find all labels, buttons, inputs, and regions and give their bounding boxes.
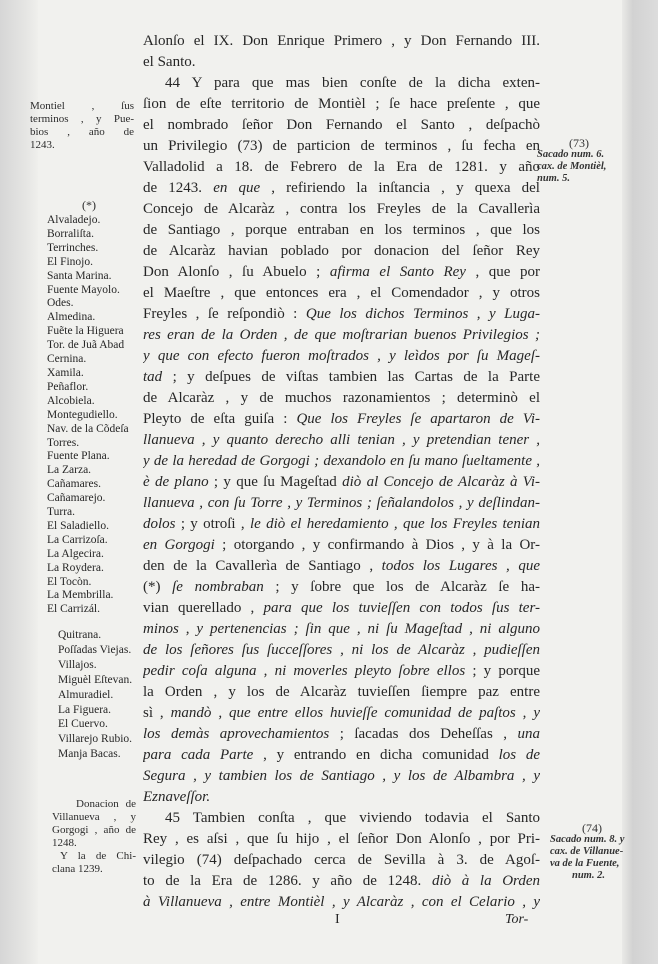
footnote-line: num. 2. (572, 870, 605, 881)
text-line (143, 535, 540, 556)
italic-text-segment: pedir coſa alguna , ni moverles pleyto ſobre ellos (143, 663, 466, 679)
place-name: El Saladiello. (47, 519, 109, 532)
place-name: El Cuervo. (58, 718, 108, 731)
text-line (143, 94, 540, 115)
text-segment: ; y ſobre que los de Alcaràz ſe ha- (263, 579, 540, 595)
place-name: Fuẽte la Higuera (47, 325, 124, 338)
place-name: Terrinches. (47, 241, 99, 254)
place-name: Cañamarejo. (47, 492, 106, 505)
place-name: El Finojo. (47, 255, 94, 268)
text-line (143, 409, 540, 430)
footnote-line: Sacado num. 6. (537, 149, 605, 160)
place-name: La Zarza. (47, 464, 92, 477)
text-line (143, 871, 540, 892)
text-line (143, 661, 540, 682)
text-line (143, 745, 540, 766)
text-line (143, 640, 540, 661)
text-line (143, 556, 540, 577)
note-line: Montiel , ſus (30, 100, 134, 112)
place-name: Nav. de la Cõdeſa (47, 422, 129, 435)
footnote-line: Sacado num. 8. y (550, 834, 625, 845)
text-segment: Freyles , ſe reſpondiò : (143, 306, 306, 322)
italic-text-segment: diò al Concejo de Alcaràz à Vi- (342, 474, 540, 490)
text-segment: (*) (143, 579, 173, 595)
text-line (143, 220, 540, 241)
text-segment: ſion de eſte territorio de Montièl ; ſe hace preſente , que (143, 96, 540, 112)
italic-text-segment: tad (143, 369, 163, 385)
note-line: bios , año de (30, 126, 134, 138)
text-segment: Rey , es aſsi , que ſu hijo , el ſeñor Don Alonſo , por Pri- (143, 831, 540, 847)
place-name: Quitrana. (58, 629, 102, 641)
text-segment: ; y otroſi , (175, 516, 250, 532)
text-line (143, 850, 540, 871)
place-name: Alvaladejo. (47, 214, 101, 226)
place-name: Manja Bacas. (58, 748, 121, 761)
text-line (143, 619, 540, 640)
place-name: Turra. (47, 506, 76, 519)
place-name: Santa Marina. (47, 269, 112, 282)
italic-text-segment: para cada Parte (143, 747, 254, 763)
italic-text-segment: Que los dichos Terminos , y Luga- (305, 306, 540, 322)
note-line: 1248. (52, 837, 77, 849)
place-name: Peñaflor. (47, 380, 89, 393)
place-name: La Membrilla. (47, 589, 114, 602)
text-segment: de 1243. (143, 180, 214, 196)
text-line (143, 766, 540, 787)
text-line (143, 808, 540, 829)
place-name: Tor. de Juã Abad (47, 339, 125, 352)
italic-text-segment: diò à la Orden (431, 873, 540, 889)
text-segment: ; y porque (465, 663, 540, 679)
place-name: Villajos. (58, 658, 97, 671)
text-line (143, 157, 540, 178)
list-mark: (*) (82, 198, 96, 212)
italic-text-segment: los demàs aprovechamientos (143, 726, 330, 742)
italic-text-segment: llanueva , con ſu Torre , y Terminos ; ſeñalandolos , y deſlindan- (143, 495, 540, 511)
italic-text-segment: à Villanueva , entre Montièl , y Alcaràz , con el Celario , y (143, 894, 540, 910)
text-segment: el nombrado ſeñor Don Fernando el Santo , deſpachò (143, 117, 540, 133)
place-name: Cernina. (47, 353, 87, 366)
note-line: terminos , y Pue- (30, 113, 134, 125)
margin-note-donacion (52, 798, 136, 876)
italic-text-segment: mandò , que entre ellos huvieſſe comunidad de paſtos , y (170, 705, 540, 721)
text-segment: , y entrando en dicha comunidad (253, 747, 499, 763)
italic-text-segment: le diò el heredamiento , que los Freyles tenian (249, 516, 540, 532)
places-list-2 (58, 628, 132, 762)
text-segment: ; y que ſu Mageſtad (208, 474, 343, 490)
text-segment: de Alcaràz , y de muchos razonamientos ; determinò el (143, 390, 540, 406)
text-line (143, 304, 540, 325)
italic-text-segment: Que los Freyles ſe apartaron de Vi- (296, 411, 540, 427)
footnote-74 (550, 822, 634, 882)
place-name: Almedina. (47, 311, 96, 324)
text-line (143, 577, 540, 598)
text-segment: to de la Era de 1286. y año de 1248. (143, 873, 432, 889)
text-line (143, 199, 540, 220)
footnote-number: (73) (569, 136, 589, 150)
place-name: Borraliſta. (47, 227, 94, 240)
footnote-line: num. 5. (537, 173, 570, 184)
italic-text-segment: en que (213, 180, 261, 196)
margin-note-montiel (30, 100, 134, 152)
text-line (143, 73, 540, 94)
text-segment: el Santo. (143, 54, 196, 70)
text-line (143, 829, 540, 850)
text-line (143, 493, 540, 514)
italic-text-segment: en Gorgogi (143, 537, 215, 553)
footnote-number: (74) (582, 821, 602, 835)
text-line (143, 892, 540, 913)
text-line (143, 262, 540, 283)
text-segment: ; otorgando , y confirmando à Dios , y à la Or- (214, 537, 540, 553)
note-line: Villanueva , y (52, 811, 136, 823)
footnote-73 (537, 137, 621, 185)
italic-text-segment: todos los Lugares , que (381, 558, 540, 574)
place-name: La Carrizoſa. (47, 533, 108, 546)
italic-text-segment: los de (498, 747, 540, 763)
text-segment: , refiriendo la inſtancia , y quexa del (260, 180, 540, 196)
note-line: clana 1239. (52, 863, 103, 875)
text-segment: Pleyto de eſta guiſa : (143, 411, 297, 427)
text-line (143, 346, 540, 367)
italic-text-segment: dolos (143, 516, 176, 532)
text-line (143, 430, 540, 451)
text-line (143, 367, 540, 388)
text-segment: den de la Cavallerìa de Santiago , (143, 558, 382, 574)
text-segment: sì , (143, 705, 171, 721)
text-segment: el Maeſtre , que entonces era , el Comendador , y otros (143, 285, 540, 301)
text-segment: vian querellado , (143, 600, 264, 616)
text-line (143, 598, 540, 619)
italic-text-segment: Eznaveſſor. (143, 789, 211, 805)
place-name: Torres. (47, 436, 80, 449)
page-edge-right (622, 0, 658, 964)
text-segment: ; ſacadas dos Deheſſas , (329, 726, 518, 742)
italic-text-segment: minos , y pertenencias ; ſin que , ni ſu Mageſtad , ni alguno (143, 621, 540, 637)
text-line (143, 136, 540, 157)
italic-text-segment: res eran de la Orden , de que moſtrarian buenos Privilegios ; (143, 327, 540, 343)
text-segment: de Santiago , porque entraban en los terminos , que los (143, 222, 540, 238)
italic-text-segment: Segura , y tambien los de Santiago , y los de Albambra , y (143, 768, 540, 784)
place-name: Miguèl Eſtevan. (58, 673, 133, 686)
italic-text-segment: una (517, 726, 540, 742)
text-line (143, 325, 540, 346)
place-name: La Figuera. (58, 703, 112, 716)
italic-text-segment: è de plano (143, 474, 209, 490)
text-segment: 44 Y para que mas bien conſte de la dicha exten- (165, 75, 540, 91)
place-name: Montegudiello. (47, 408, 118, 421)
note-line: Y la de Chi- (60, 850, 136, 862)
italic-text-segment: ſe nombraban (172, 579, 264, 595)
place-name: Alcobiela. (47, 394, 95, 407)
text-segment: la Orden , y los de Alcaràz tuvieſſen ſiempre paz entre (143, 684, 540, 700)
text-line (143, 682, 540, 703)
text-line (143, 451, 540, 472)
place-name: Fuente Mayolo. (47, 283, 120, 296)
place-name: Poſſadas Viejas. (58, 643, 132, 656)
text-segment: Concejo de Alcaràz , contra los Freyles de la Cavallerìa (143, 201, 540, 217)
text-line (143, 115, 540, 136)
footnote-line: cax. de Montièl, (537, 161, 607, 172)
place-name: La Algecira. (47, 547, 104, 560)
text-line (143, 178, 540, 199)
text-line (143, 241, 540, 262)
signature-mark: I (335, 912, 340, 927)
text-line (143, 514, 540, 535)
place-name: Odes. (47, 297, 74, 310)
italic-text-segment: y de la heredad de Gorgogi ; dexandolo en ſu mano ſueltamente , (143, 453, 540, 469)
note-line: Donacion de (76, 798, 136, 810)
main-text-column (143, 31, 540, 913)
place-name: Almuradiel. (58, 688, 114, 701)
footnote-line: va de la Fuente, (550, 858, 620, 869)
text-line (143, 724, 540, 745)
text-segment: , que por (465, 264, 540, 280)
italic-text-segment: afirma el Santo Rey (329, 264, 466, 280)
text-segment: Valladolid a 18. de Febrero de la Era de 1281. y año (143, 159, 540, 175)
text-line (143, 283, 540, 304)
text-line (143, 388, 540, 409)
place-name: El Tocòn. (47, 575, 92, 588)
place-name: La Roydera. (47, 561, 104, 574)
text-segment: un Privilegio (73) de particion de terminos , ſu fecha en (143, 138, 540, 154)
text-segment: Don Alonſo , ſu Abuelo ; (143, 264, 330, 280)
text-segment: ; y deſpues de viſtas tambien las Cartas de la Parte (162, 369, 540, 385)
place-name: Xamila. (47, 366, 84, 379)
italic-text-segment: llanueva , y quanto derecho alli tenian , y pretendian tener , (143, 432, 540, 448)
text-segment: de Alcaràz havian poblado por donacion del ſeñor Rey (143, 243, 540, 259)
text-line (143, 52, 540, 73)
text-line (143, 703, 540, 724)
text-segment: Alonſo el IX. Don Enrique Primero , y Don Fernando III. (143, 33, 540, 49)
text-line (143, 31, 540, 52)
footnote-line: cax. de Villanue- (550, 846, 624, 857)
catchword: Tor- (505, 912, 529, 927)
italic-text-segment: para que los tuvieſſen con todos ſus ter- (263, 600, 540, 616)
note-line: 1243. (30, 139, 55, 151)
text-segment: 45 Tambien conſta , que viviendo todavia el Santo (165, 810, 540, 826)
text-line (143, 472, 540, 493)
place-name: El Carrizál. (47, 603, 101, 616)
text-segment: vilegio (74) deſpachado cerca de Sevilla à 3. de Agoſ- (143, 852, 540, 868)
place-name: Cañamares. (47, 478, 101, 491)
places-list (47, 214, 129, 617)
place-name: Villarejo Rubio. (58, 733, 133, 746)
place-name: Fuente Plana. (47, 450, 110, 463)
italic-text-segment: de los ſeñores ſus ſucceſſores , ni los de Alcaràz , pudieſſen (143, 642, 540, 658)
note-line: Gorgogi , año de (52, 824, 136, 836)
italic-text-segment: y que con efecto fueron moſtrados , y leìdos por ſu Mageſ- (143, 348, 540, 364)
text-line (143, 787, 540, 808)
